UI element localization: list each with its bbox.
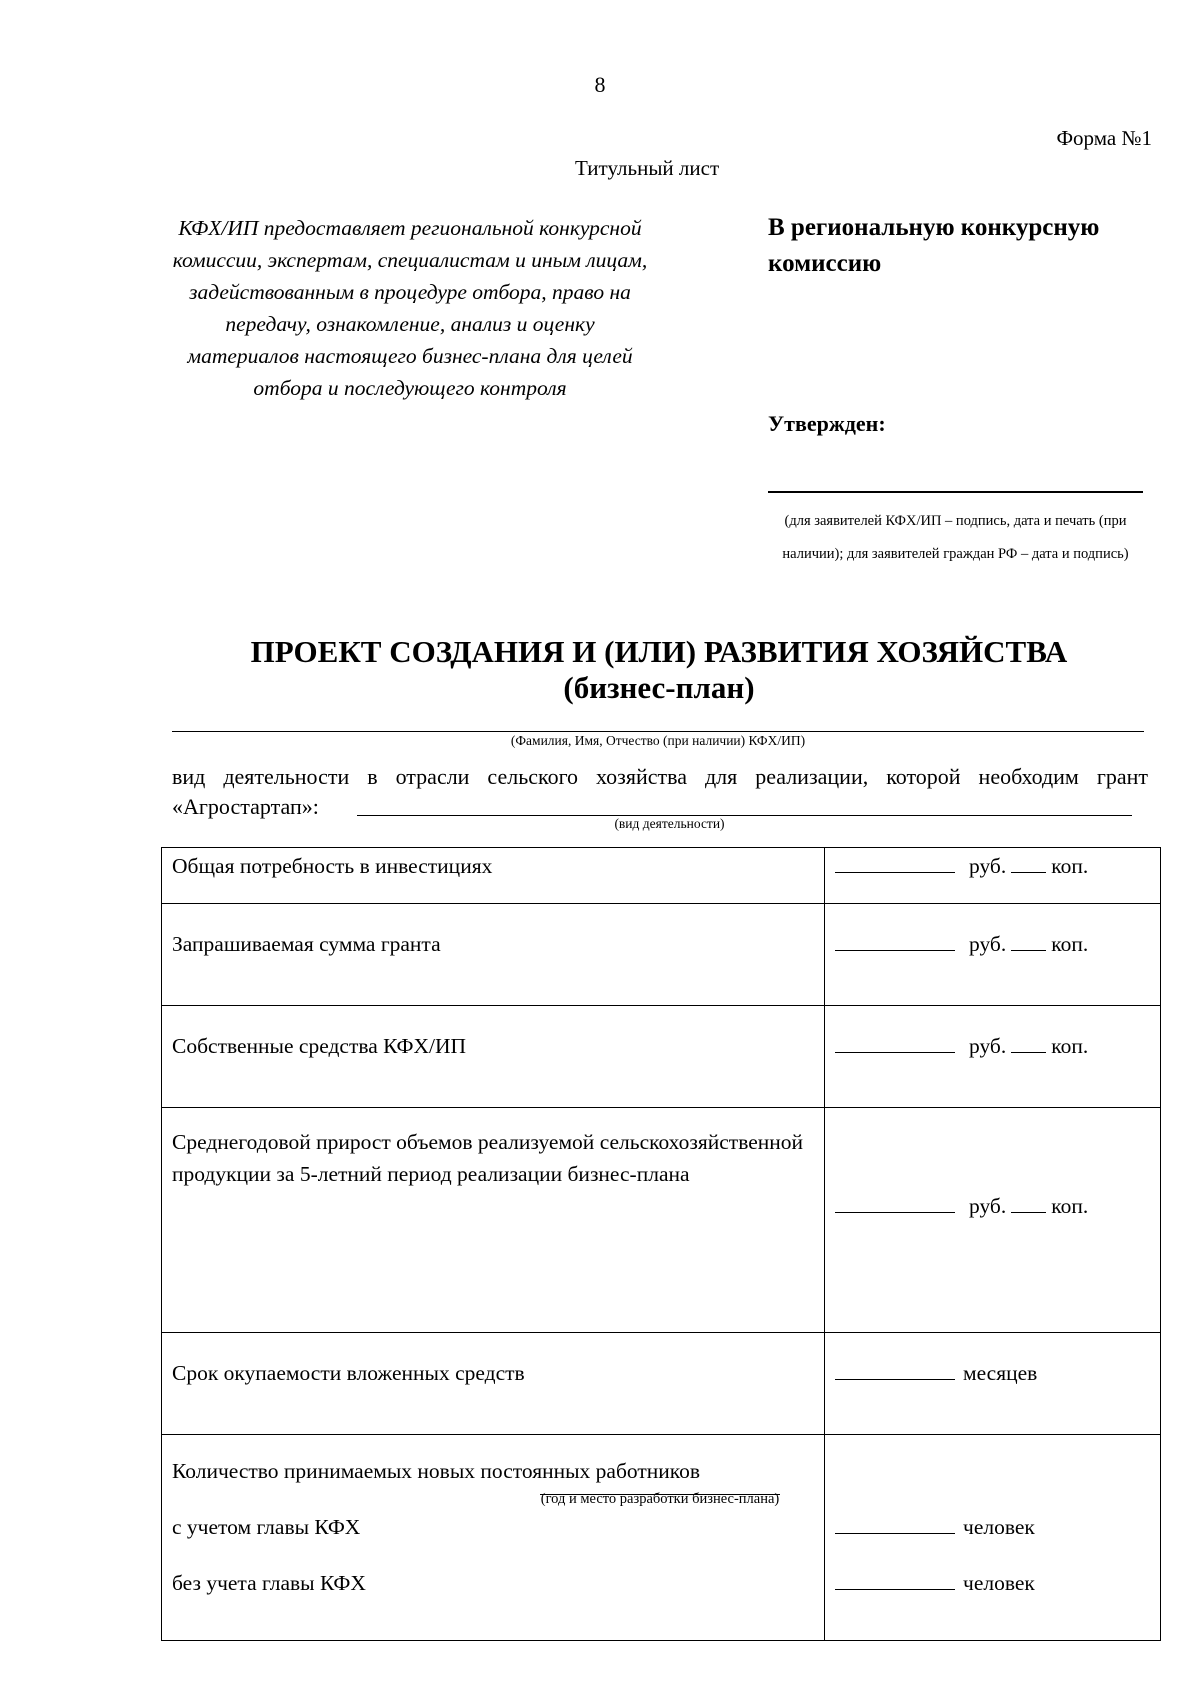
table-row: [162, 1108, 1161, 1333]
table-row: [162, 1333, 1161, 1435]
blank-field: [1011, 871, 1046, 873]
unit-label: руб.: [969, 1194, 1007, 1218]
row-label: Общая потребность в инвестициях: [162, 848, 825, 904]
row-label: Срок окупаемости вложенных средств: [162, 1333, 825, 1435]
activity-text: вид деятельности в отрасли сельского хозяйства для реализации, которой необходим грант «Агростартап»:: [172, 764, 1148, 819]
signature-note: (для заявителей КФХ/ИП – подпись, дата и печать (при наличии); для заявителей граждан РФ – дата и подпись): [782, 513, 1129, 562]
unit-label: руб.: [969, 854, 1007, 878]
unit-label: коп.: [1051, 1194, 1089, 1218]
main-subtitle: (бизнес-план): [563, 670, 755, 705]
unit-label: человек: [963, 1571, 1035, 1595]
workers-label: Количество принимаемых новых постоянных работников: [172, 1459, 701, 1483]
page-number: 8: [594, 72, 606, 97]
workers-with-head-label: с учетом главы КФХ: [172, 1515, 361, 1539]
unit-label: месяцев: [963, 1361, 1038, 1385]
blank-field: [1011, 1051, 1046, 1053]
blank-field: [835, 1051, 955, 1053]
row-label: Собственные средства КФХ/ИП: [162, 1006, 825, 1108]
blank-field: [835, 949, 955, 951]
row-value: [825, 1108, 1161, 1333]
row-value: [825, 1333, 1161, 1435]
unit-label: человек: [963, 1515, 1035, 1539]
sheet-title: Титульный лист: [575, 156, 720, 180]
main-title: ПРОЕКТ СОЗДАНИЯ И (ИЛИ) РАЗВИТИЯ ХОЗЯЙСТВА: [250, 634, 1068, 669]
row-label: Запрашиваемая сумма гранта: [162, 904, 825, 1006]
table-row: [162, 1435, 1161, 1641]
row-value: [825, 1435, 1161, 1641]
row-value: [825, 1006, 1161, 1108]
workers-without-head-label: без учета главы КФХ: [172, 1571, 366, 1595]
applicant-name-line: [172, 731, 1144, 732]
unit-label: руб.: [969, 1034, 1007, 1058]
row-value: [825, 904, 1161, 1006]
blank-field: [835, 1532, 955, 1534]
table-row: [162, 1006, 1161, 1108]
applicant-name-caption: (Фамилия, Имя, Отчество (при наличии) КФХ/ИП): [510, 733, 806, 748]
row-label: Среднегодовой прирост объемов реализуемой сельскохозяйственной продукции за 5-летний период реализации бизнес-плана: [162, 1108, 825, 1333]
unit-label: коп.: [1051, 932, 1089, 956]
year-place-caption: (год и место разработки бизнес-плана): [540, 1491, 780, 1507]
table-row: [162, 904, 1161, 1006]
unit-label: коп.: [1051, 1034, 1089, 1058]
blank-field: [1011, 949, 1046, 951]
row-value: [825, 848, 1161, 904]
blank-field: [835, 871, 955, 873]
activity-caption: (вид деятельности): [614, 816, 725, 831]
blank-field: [835, 1588, 955, 1590]
signature-line: [768, 491, 1143, 493]
addressee: В региональную конкурсную комиссию: [768, 214, 1100, 277]
unit-label: руб.: [969, 932, 1007, 956]
approved-label: Утвержден:: [768, 411, 886, 436]
blank-field: [835, 1378, 955, 1380]
consent-note: КФХ/ИП предоставляет региональной конкурсной комиссии, экспертам, специалистам и иным лицам, задействованным в процедуре отбора, право на передачу, ознакомление, анализ и оценку материалов настоящего бизнес-плана для целей отбора и последующего контроля: [172, 216, 648, 400]
row-label: [162, 1435, 825, 1641]
blank-field: [835, 1211, 955, 1213]
form-number: Форма №1: [1056, 126, 1152, 150]
blank-field: [1011, 1211, 1046, 1213]
table-row: [162, 848, 1161, 904]
summary-table: [161, 847, 1161, 1641]
unit-label: коп.: [1051, 854, 1089, 878]
main-title-block: [0, 634, 1200, 706]
